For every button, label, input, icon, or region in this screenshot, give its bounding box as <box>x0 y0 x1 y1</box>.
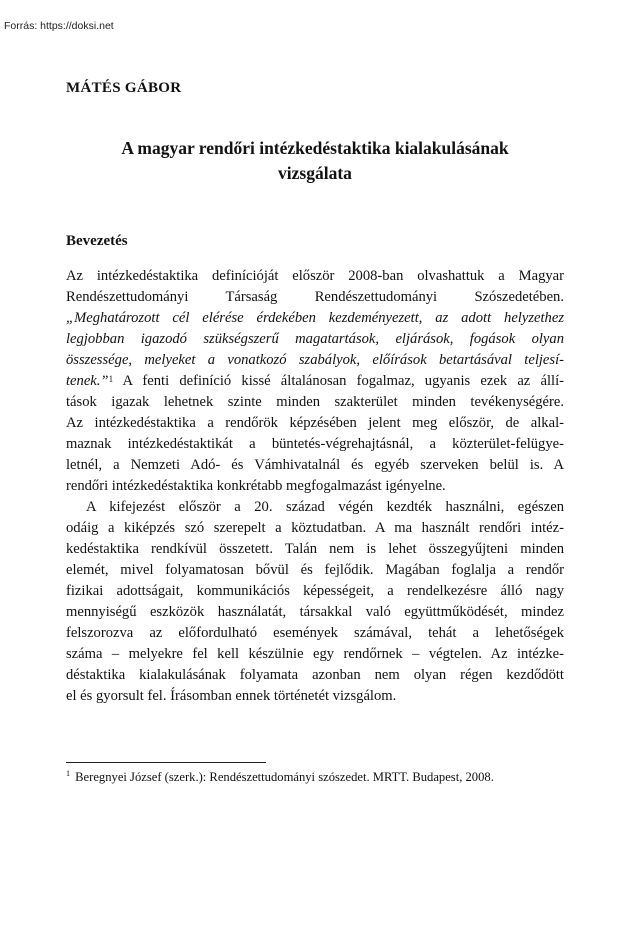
paragraph-1 <box>66 266 564 497</box>
text-line: déstaktika kialakulásának folyamata azonban nem olyan régen kezdődött <box>66 667 564 683</box>
quote-end: tenek.” <box>66 373 109 389</box>
text-line: odáig a kiképzés szó szerepelt a köztudatban. A ma használt rendőri intéz- <box>66 520 564 536</box>
quote-line <box>66 308 564 329</box>
quote-text: legjobban igazodó szükségszerű magatartások, eljárások, fogások olyan <box>66 331 564 347</box>
footnote-divider <box>66 762 266 763</box>
source-line: Forrás: https://doksi.net <box>4 20 114 32</box>
text-line: letnél, a Nemzeti Adó- és Vámhivatalnál és egyéb szerveken belül is. A <box>66 457 564 473</box>
text-line: felszorozva az előfordulható események számával, tehát a lehetőségek <box>66 625 564 641</box>
text-line: A kifejezést először a 20. század végén kezdték használni, egészen <box>86 499 564 515</box>
quote-line <box>66 350 564 371</box>
quote-text: „Meghatározott cél elérése érdekében kezdeményezett, az adott helyzethez <box>66 310 564 326</box>
text-line <box>66 371 564 392</box>
text-segment: A fenti definíció kissé általánosan fogalmaz, ugyanis ezek az állí- <box>113 373 564 389</box>
section-heading: Bevezetés <box>66 233 128 249</box>
quote-text: összessége, melyeket a vonatkozó szabályok, előírások betartásával teljesí- <box>66 352 564 368</box>
text-line: Az intézkedéstaktika a rendőrök képzésében jelent meg először, de alkal- <box>66 415 564 431</box>
text-line: száma – melyekre fel kell készülnie egy rendőrnek – végtelen. Az intézke- <box>66 646 564 662</box>
quote-line <box>66 329 564 350</box>
footnote-number: 1 <box>66 769 70 778</box>
text-line: maznak intézkedéstaktikát a büntetés-végrehajtásnál, a közterület-felügye- <box>66 436 564 452</box>
author-name: MÁTÉS GÁBOR <box>66 80 182 96</box>
text-line: tások igazak lehetnek szinte minden szakterület minden tevékenységére. <box>66 394 564 410</box>
title-line-1: A magyar rendőri intézkedéstaktika kialakulásának <box>121 138 509 158</box>
text-line: rendőri intézkedéstaktika konkrétabb megfogalmazást igényelne. <box>66 478 446 494</box>
paragraph-2 <box>66 497 564 707</box>
text-line: Az intézkedéstaktika definícióját először 2008-ban olvashattuk a Magyar <box>66 268 564 284</box>
text-line: fizikai adottságait, kommunikációs képességeit, a rendelkezésre álló nagy <box>66 583 564 599</box>
body-text <box>66 266 564 707</box>
title-line-2: vizsgálata <box>278 163 352 183</box>
text-line: mennyiségű eszközök használatát, társakkal való együttműködését, mindez <box>66 604 564 620</box>
text-line: el és gyorsult fel. Írásomban ennek történetét vizsgálom. <box>66 688 397 704</box>
footnote-reference: 1 <box>108 374 114 384</box>
text-line: kedéstaktika rendkívül összetett. Talán nem is lehet összegyűjteni minden <box>66 541 564 557</box>
footnote-text: Beregnyei József (szerk.): Rendészettudományi szószedet. MRTT. Budapest, 2008. <box>75 770 494 784</box>
article-title <box>66 136 564 186</box>
text-line: elemét, mivel folyamatosan bővül és fejlődik. Magában foglalja a rendőr <box>66 562 564 578</box>
footnote <box>66 770 494 785</box>
text-line: Rendészettudományi Társaság Rendészettudományi Szószedetében. <box>66 289 564 305</box>
